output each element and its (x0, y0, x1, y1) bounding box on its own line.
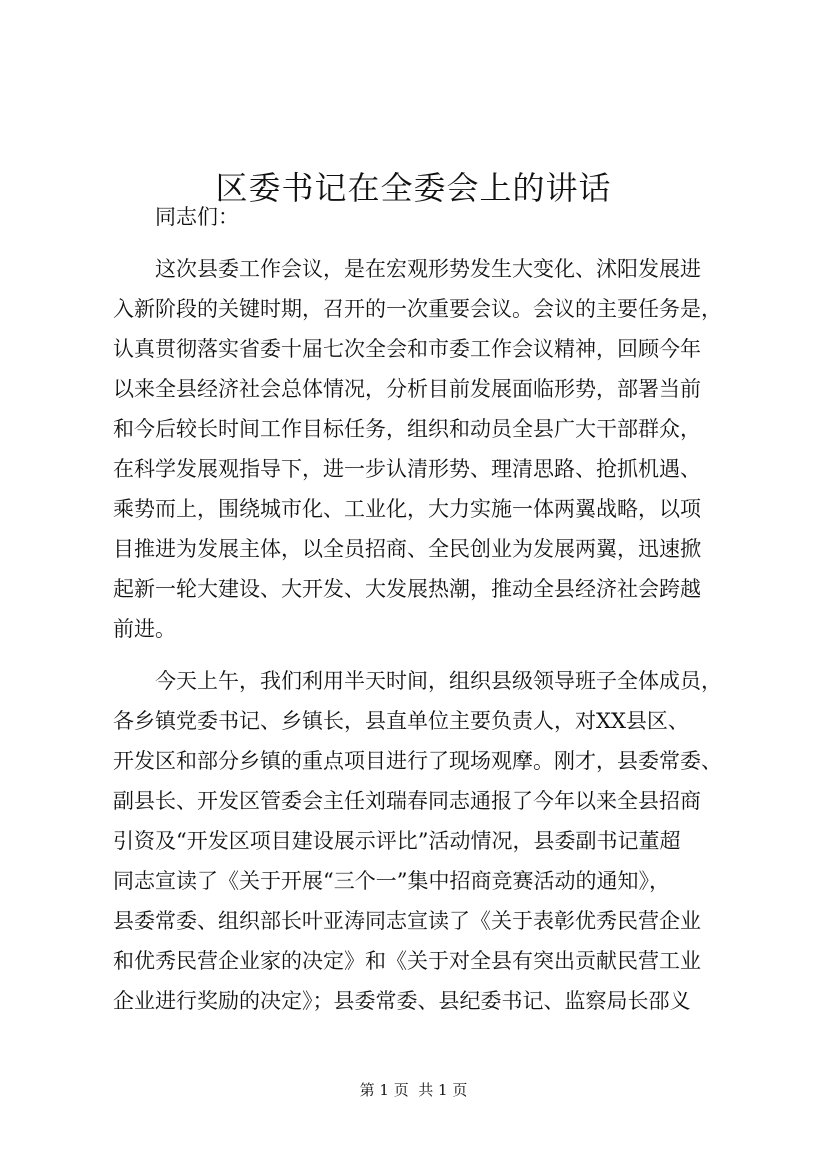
document-title: 区委书记在全委会上的讲话 (215, 169, 612, 208)
paragraph-line: 入新阶段的关键时期，召开的一次重要会议。会议的主要任务是， (113, 297, 722, 321)
page-footer (0, 1080, 827, 1100)
paragraph-line: 和今后较长时间工作目标任务，组织和动员全县广大干部群众， (113, 417, 701, 441)
paragraph-line: 同志宣读了《关于开展“三个一”集中招商竞赛活动的通知》， (113, 869, 670, 893)
paragraph-line: 乘势而上，围绕城市化、工业化，大力实施一体两翼战略，以项 (113, 497, 701, 521)
paragraph-gap (113, 237, 733, 249)
salutation: 同志们： (155, 205, 239, 229)
paragraph-line: 和优秀民营企业家的决定》和《关于对全县有突出贡献民营工业 (113, 949, 701, 973)
paragraph-line: 引资及“开发区项目建设展示评比”活动情况，县委副书记董超 (113, 829, 681, 853)
paragraph-line: 前进。 (113, 617, 176, 641)
paragraph-1 (113, 249, 733, 649)
paragraph-line: 县委常委、组织部长叶亚涛同志宣读了《关于表彰优秀民营企业 (113, 909, 701, 933)
paragraph-line: 起新一轮大建设、大开发、大发展热潮，推动全县经济社会跨越 (113, 577, 701, 601)
paragraph-gap (113, 649, 733, 661)
paragraph-line: 副县长、开发区管委会主任刘瑞春同志通报了今年以来全县招商 (113, 789, 701, 813)
document-body (113, 197, 733, 1021)
paragraph-line: 开发区和部分乡镇的重点项目进行了现场观摩。刚才，县委常委、 (113, 749, 722, 773)
paragraph-line: 企业进行奖励的决定》；县委常委、县纪委书记、监察局长邵义 (113, 989, 691, 1013)
paragraph-line: 这次县委工作会议，是在宏观形势发生大变化、沭阳发展进 (155, 257, 701, 281)
paragraph-line: 认真贯彻落实省委十届七次全会和市委工作会议精神，回顾今年 (113, 337, 701, 361)
paragraph-line: 在科学发展观指导下，进一步认清形势、理清思路、抢抓机遇、 (113, 457, 701, 481)
paragraph-2 (113, 661, 733, 1021)
page-number: 第 1 页 共 1 页 (359, 1081, 468, 1099)
paragraph-line: 目推进为发展主体，以全员招商、全民创业为发展两翼，迅速掀 (113, 537, 701, 561)
paragraph-line: 今天上午，我们利用半天时间，组织县级领导班子全体成员， (155, 669, 722, 693)
paragraph-line: 各乡镇党委书记、乡镇长，县直单位主要负责人，对XX县区、 (113, 709, 689, 733)
paragraph-line: 以来全县经济社会总体情况，分析目前发展面临形势，部署当前 (113, 377, 701, 401)
